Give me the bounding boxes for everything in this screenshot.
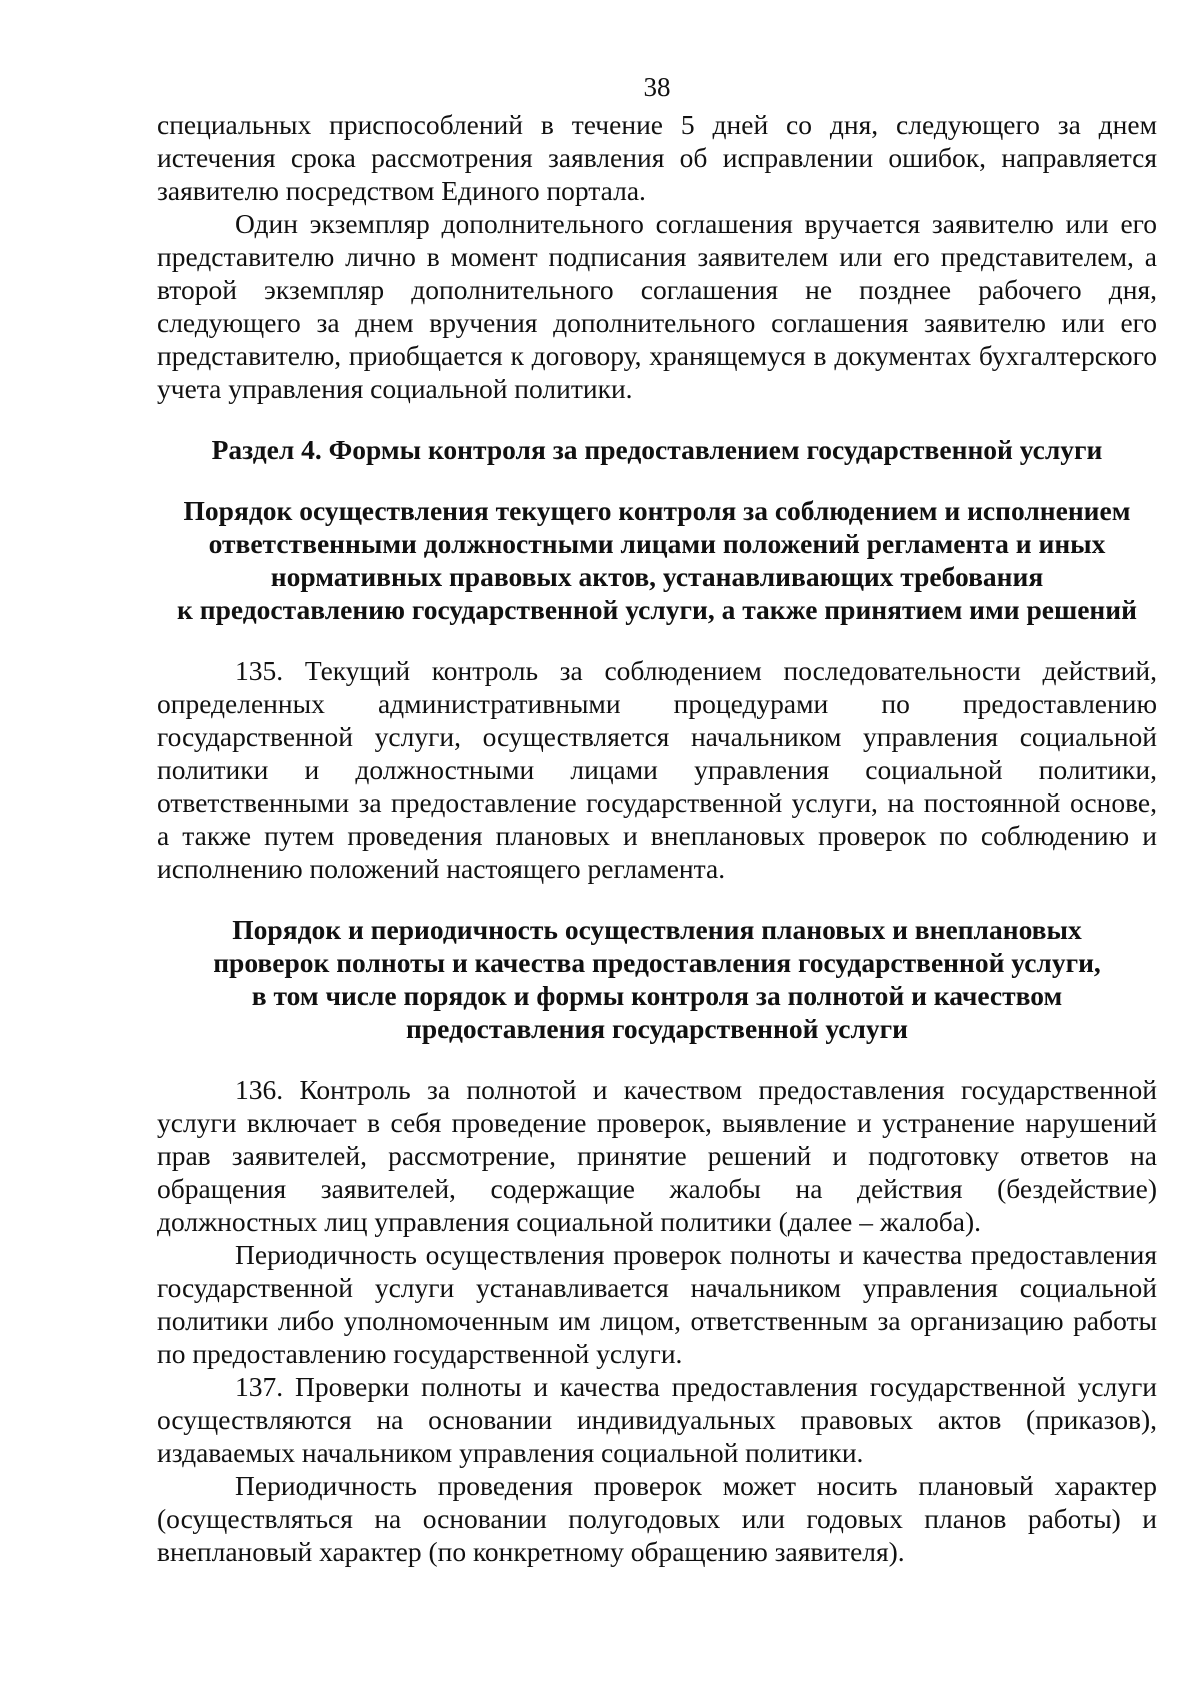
paragraph-additional-agreement: Один экземпляр дополнительного соглашения вручается заявителю или его представителю лично в момент подписания заявителем или его представителем, а второй экземпляр дополнительного соглашения не позднее рабочего дня, следующего за днем вручения дополнительного соглашения заявителю или его представителю, приобщается к договору, хранящемуся в документах бухгалтерского учета управления социальной политики. bbox=[157, 208, 1157, 404]
subheading-line: Порядок и периодичность осуществления плановых и внеплановых bbox=[232, 914, 1082, 945]
spacer bbox=[157, 466, 1157, 494]
subheading-line: к предоставлению государственной услуги, а также принятием ими решений bbox=[177, 594, 1137, 625]
subheading-line: в том числе порядок и формы контроля за полнотой и качеством bbox=[251, 980, 1063, 1011]
spacer bbox=[157, 885, 1157, 913]
subheading-inspections bbox=[157, 913, 1157, 1045]
subheading-line: нормативных правовых актов, устанавливающих требования bbox=[270, 561, 1044, 592]
section-title: Раздел 4. Формы контроля за предоставлением государственной услуги bbox=[211, 434, 1103, 465]
paragraph-periodicity: Периодичность осуществления проверок полноты и качества предоставления государственной услуги устанавливается начальником управления социальной политики либо уполномоченным им лицом, ответственным за организацию работы по предоставлению государственной услуги. bbox=[157, 1239, 1157, 1369]
page-number: 38 bbox=[643, 72, 671, 102]
spacer bbox=[157, 405, 1157, 433]
subheading-current-control bbox=[157, 494, 1157, 626]
spacer bbox=[157, 1045, 1157, 1073]
document-page bbox=[157, 70, 1157, 1568]
subheading-line: Порядок осуществления текущего контроля за соблюдением и исполнением bbox=[183, 495, 1131, 526]
paragraph-137: 137. Проверки полноты и качества предоставления государственной услуги осуществляются на основании индивидуальных правовых актов (приказов), издаваемых начальником управления социальной политики. bbox=[157, 1371, 1157, 1468]
subheading-line: проверок полноты и качества предоставления государственной услуги, bbox=[213, 947, 1101, 978]
paragraph-135: 135. Текущий контроль за соблюдением последовательности действий, определенных административными процедурами по предоставлению государственной услуги, осуществляется начальником управления социальной политики и должностными лицами управления социальной политики, ответственными за предоставление государственной услуги, на постоянной основе, а также путем проведения плановых и внеплановых проверок по соблюдению и исполнению положений настоящего регламента. bbox=[157, 655, 1157, 884]
subheading-line: предоставления государственной услуги bbox=[406, 1013, 908, 1044]
paragraph-inspection-character: Периодичность проведения проверок может носить плановый характер (осуществляться на основании полугодовых или годовых планов работы) и внеплановый характер (по конкретному обращению заявителя). bbox=[157, 1470, 1157, 1567]
paragraph-136: 136. Контроль за полнотой и качеством предоставления государственной услуги включает в себя проведение проверок, выявление и устранение нарушений прав заявителей, рассмотрение, принятие решений и подготовку ответов на обращения заявителей, содержащие жалобы на действия (бездействие) должностных лиц управления социальной политики (далее – жалоба). bbox=[157, 1074, 1157, 1237]
subheading-line: ответственными должностными лицами положений регламента и иных bbox=[208, 528, 1106, 559]
spacer bbox=[157, 626, 1157, 654]
paragraph-continuation: специальных приспособлений в течение 5 дней со дня, следующего за днем истечения срока рассмотрения заявления об исправлении ошибок, направляется заявителю посредством Единого портала. bbox=[157, 109, 1157, 206]
